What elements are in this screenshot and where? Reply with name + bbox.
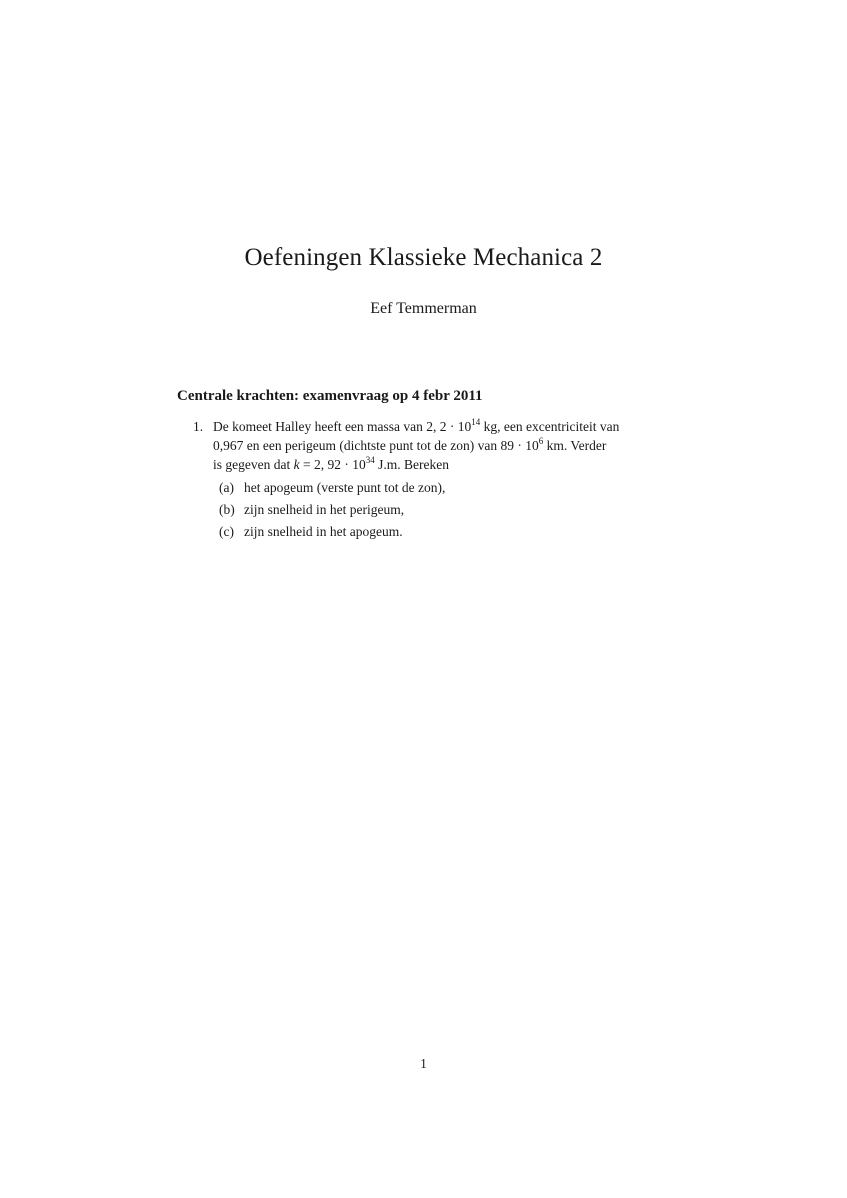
part-label: (b) [219,502,235,517]
page-number: 1 [420,1056,427,1071]
part-label: (c) [219,524,234,539]
exercise-line-1-text-a: De komeet Halley heeft een massa van 2, 2 · 10 [213,419,472,434]
exercise-line-2-text-a: 0,967 en een perigeum (dichtste punt tot de zon) van 89 · 10 [213,438,539,453]
exercise-line-3-text-c: J.m. Bereken [374,457,449,472]
exercise-parts-list [219,480,445,546]
exercise-line-1-exponent: 14 [471,417,481,427]
exercise-line-3 [213,455,673,474]
exercise-line-3-text-b: = 2, 92 · 10 [299,457,366,472]
section-heading: Centrale krachten: examenvraag op 4 febr 2011 [177,388,483,404]
exercise-line-2-text-b: km. Verder [543,438,607,453]
exercise-part-a [219,480,445,502]
part-text: zijn snelheid in het perigeum, [244,502,405,517]
part-text: zijn snelheid in het apogeum. [244,524,403,539]
exercise-text [213,417,673,474]
exercise-line-1 [213,417,673,436]
part-label: (a) [219,480,234,495]
author-name: Eef Temmerman [370,300,477,317]
exercise-1 [193,417,673,474]
exercise-number: 1. [193,419,204,434]
document-title: Oefeningen Klassieke Mechanica 2 [244,244,603,271]
exercise-line-2 [213,436,673,455]
exercise-part-c [219,524,445,546]
part-text: het apogeum (verste punt tot de zon), [244,480,446,495]
exercise-line-3-text-a: is gegeven dat [213,457,294,472]
exercise-line-2-exponent: 6 [538,436,544,446]
exercise-line-3-exponent: 34 [365,455,375,465]
variable-k: k [293,457,300,472]
exercise-line-1-text-b: kg, een excentriciteit van [480,419,620,434]
exercise-part-b [219,502,445,524]
